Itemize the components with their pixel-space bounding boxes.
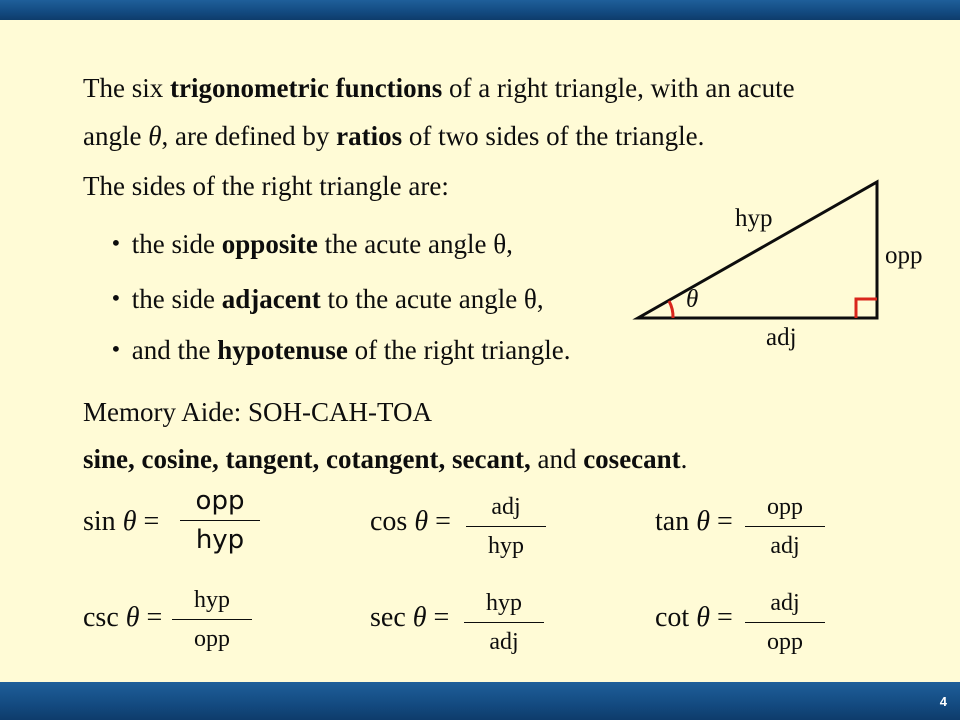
sin-function: sin θ = [83,506,160,537]
hyp-label: hyp [735,205,773,232]
fraction-bar [172,619,252,620]
csc-ratio [172,585,252,654]
theta-label: θ [686,286,699,313]
tan-ratio [745,492,825,561]
fraction-bar [745,526,825,527]
cot-denominator: opp [767,629,803,655]
fraction-bar [180,520,260,521]
angle-arc [669,301,673,318]
right-triangle-diagram [630,175,890,325]
intro-line-2: angle θ, are defined by ratios of two sides of the triangle. [83,121,705,151]
sides-heading: The sides of the right triangle are: [83,171,449,201]
tan-function: tan θ = [655,506,733,537]
page-number: 4 [939,694,947,709]
bullet-adjacent: • the side adjacent to the acute angle θ, [110,284,544,314]
sin-numerator: opp [195,486,245,516]
csc-denominator: opp [194,626,230,652]
sin-denominator: hyp [195,525,245,555]
cot-function: cot θ = [655,602,733,633]
cot-numerator: adj [770,590,800,616]
sec-denominator: adj [489,629,519,655]
tan-numerator: opp [767,494,803,520]
fraction-bar [745,622,825,623]
fraction-bar [464,622,544,623]
sec-ratio [464,588,544,657]
cos-denominator: hyp [488,533,524,559]
bullet-opposite: • the side opposite the acute angle θ, [110,229,513,259]
cos-numerator: adj [491,494,521,520]
sec-function: sec θ = [370,602,450,633]
bottom-bar [0,682,960,720]
cot-ratio [745,588,825,657]
cos-ratio [466,492,546,561]
sec-numerator: hyp [486,590,522,616]
bullet-hypotenuse: • and the hypotenuse of the right triangle. [110,335,571,365]
top-bar [0,0,960,20]
opp-label: opp [885,242,923,269]
function-names: sine, cosine, tangent, cotangent, secant, and cosecant. [83,444,688,474]
triangle-outline [638,182,877,318]
memory-aide: Memory Aide: SOH-CAH-TOA [83,397,432,427]
csc-numerator: hyp [194,587,230,613]
intro-line-1: The six trigonometric functions of a right triangle, with an acute [83,73,795,103]
right-angle-mark [856,299,877,318]
fraction-bar [466,526,546,527]
tan-denominator: adj [770,533,800,559]
sin-ratio [180,486,260,555]
cos-function: cos θ = [370,506,451,537]
adj-label: adj [766,324,797,351]
csc-function: csc θ = [83,602,163,633]
